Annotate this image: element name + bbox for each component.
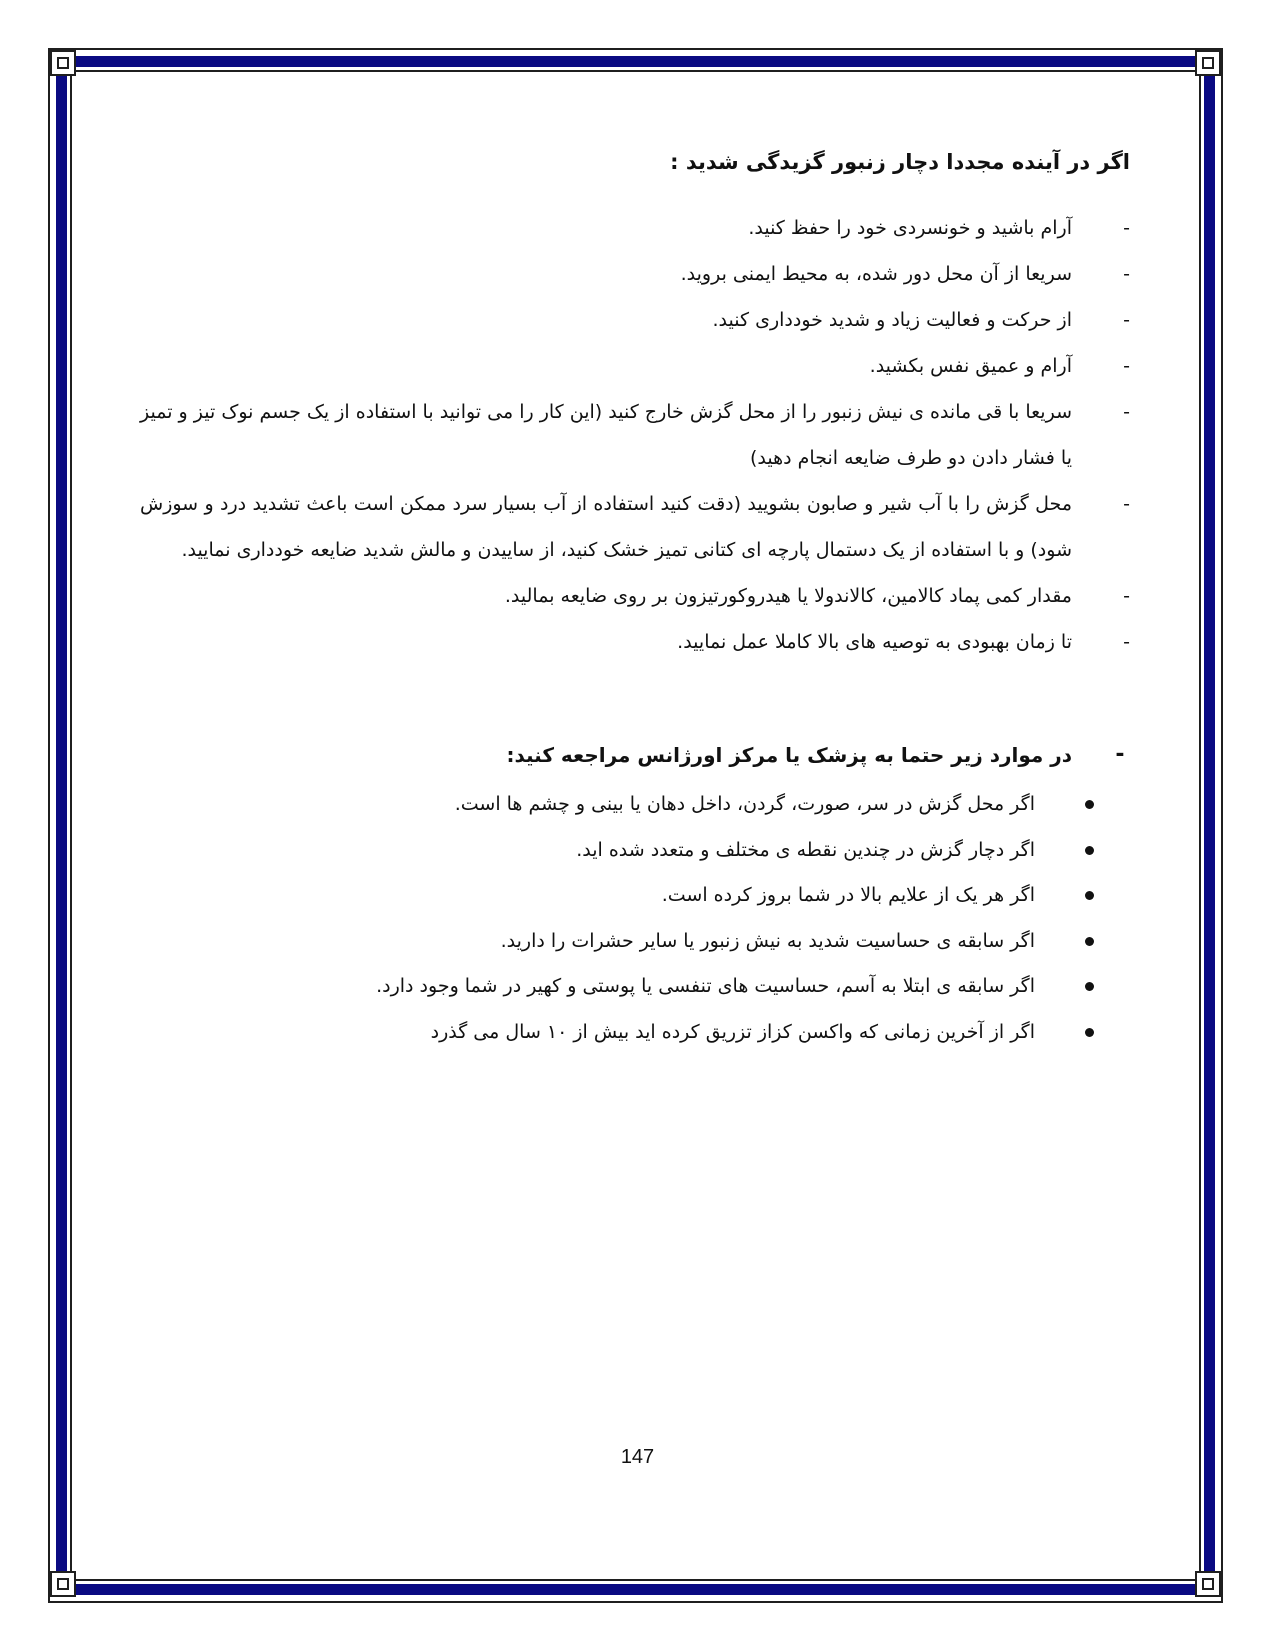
list-item-text: اگر از آخرین زمانی که واکسن کزاز تزریق کرده اید بیش از ۱۰ سال می گذرد (430, 1020, 1035, 1043)
dash-bullet: - (1123, 401, 1130, 423)
bullet-dot-icon (1085, 891, 1094, 900)
list-item (140, 343, 1130, 389)
dash-bullet: - (1123, 355, 1130, 377)
list-item (140, 964, 1130, 1010)
list-item (140, 782, 1130, 828)
frame-corner-ornament (50, 50, 76, 76)
dash-bullet: - (1123, 217, 1130, 239)
bullet-dot-icon (1085, 846, 1094, 855)
list-item-text: تا زمان بهبودی به توصیه های بالا کاملا عمل نمایید. (677, 631, 1072, 653)
list-item-text: آرام باشید و خونسردی خود را حفظ کنید. (748, 217, 1072, 239)
list-item (140, 481, 1130, 573)
list-item (140, 205, 1130, 251)
instructions-list (140, 205, 1130, 665)
list-item (140, 619, 1130, 665)
referral-heading (140, 738, 1130, 772)
list-item (140, 297, 1130, 343)
list-item (140, 573, 1130, 619)
page-number: 147 (620, 1446, 655, 1468)
list-item (140, 828, 1130, 874)
list-item (140, 1010, 1130, 1056)
list-item (140, 389, 1130, 481)
list-item-text: از حرکت و فعالیت زیاد و شدید خودداری کنید. (712, 309, 1072, 331)
dash-bullet: - (1123, 631, 1130, 653)
bullet-dot-icon (1085, 800, 1094, 809)
bullet-dot-icon (1085, 982, 1094, 991)
list-item (140, 873, 1130, 919)
list-item-text: محل گزش را با آب شیر و صابون بشویید (دقت کنید استفاده از آب بسیار سرد ممکن است باعث تشدید درد و سوزش شود) و با استفاده از یک دستمال پارچه ای کتانی تمیز خشک کنید، از ساییدن و مالش شدید ضایعه خودداری نمایید. (140, 493, 1072, 561)
frame-corner-ornament (1195, 1571, 1221, 1597)
list-item-text: سریعا با قی مانده ی نیش زنبور را از محل گزش خارج کنید (این کار را می توانید با استفاده از یک جسم نوک تیز و تمیز یا فشار دادن دو طرف ضایعه انجام دهید) (140, 401, 1072, 469)
frame-corner-ornament (1195, 50, 1221, 76)
dash-bullet: - (1123, 309, 1130, 331)
dash-bullet: - (1123, 585, 1130, 607)
list-item-text: سریعا از آن محل دور شده، به محیط ایمنی بروید. (680, 263, 1072, 285)
dash-bullet: - (1123, 263, 1130, 285)
bullet-dot-icon (1085, 937, 1094, 946)
list-item (140, 919, 1130, 965)
dash-bullet: - (1123, 493, 1130, 515)
list-item-text: مقدار کمی پماد کالامین، کالاندولا یا هیدروکورتیزون بر روی ضایعه بمالید. (504, 585, 1072, 607)
dash-bullet: - (1115, 742, 1125, 767)
list-item-text: اگر سابقه ی حساسیت شدید به نیش زنبور یا سایر حشرات را دارید. (500, 929, 1035, 952)
list-item-text: اگر سابقه ی ابتلا به آسم، حساسیت های تنفسی یا پوستی و کهیر در شما وجود دارد. (376, 975, 1035, 997)
section-heading: اگر در آینده مجددا دچار زنبور گزیدگی شدید : (670, 150, 1130, 174)
list-item (140, 251, 1130, 297)
list-item-text: اگر هر یک از علایم بالا در شما بروز کرده است. (661, 884, 1035, 906)
bullet-dot-icon (1085, 1028, 1094, 1037)
frame-corner-ornament (50, 1571, 76, 1597)
list-item-text: اگر محل گزش در سر، صورت، گردن، داخل دهان یا بینی و چشم ها است. (454, 793, 1035, 815)
referral-cases-list (140, 782, 1130, 1055)
list-item-text: آرام و عمیق نفس بکشید. (869, 355, 1072, 377)
referral-heading-text: در موارد زیر حتما به پزشک یا مرکز اورژانس مراجعه کنید: (506, 743, 1072, 767)
list-item-text: اگر دچار گزش در چندین نقطه ی مختلف و متعدد شده اید. (576, 838, 1035, 861)
